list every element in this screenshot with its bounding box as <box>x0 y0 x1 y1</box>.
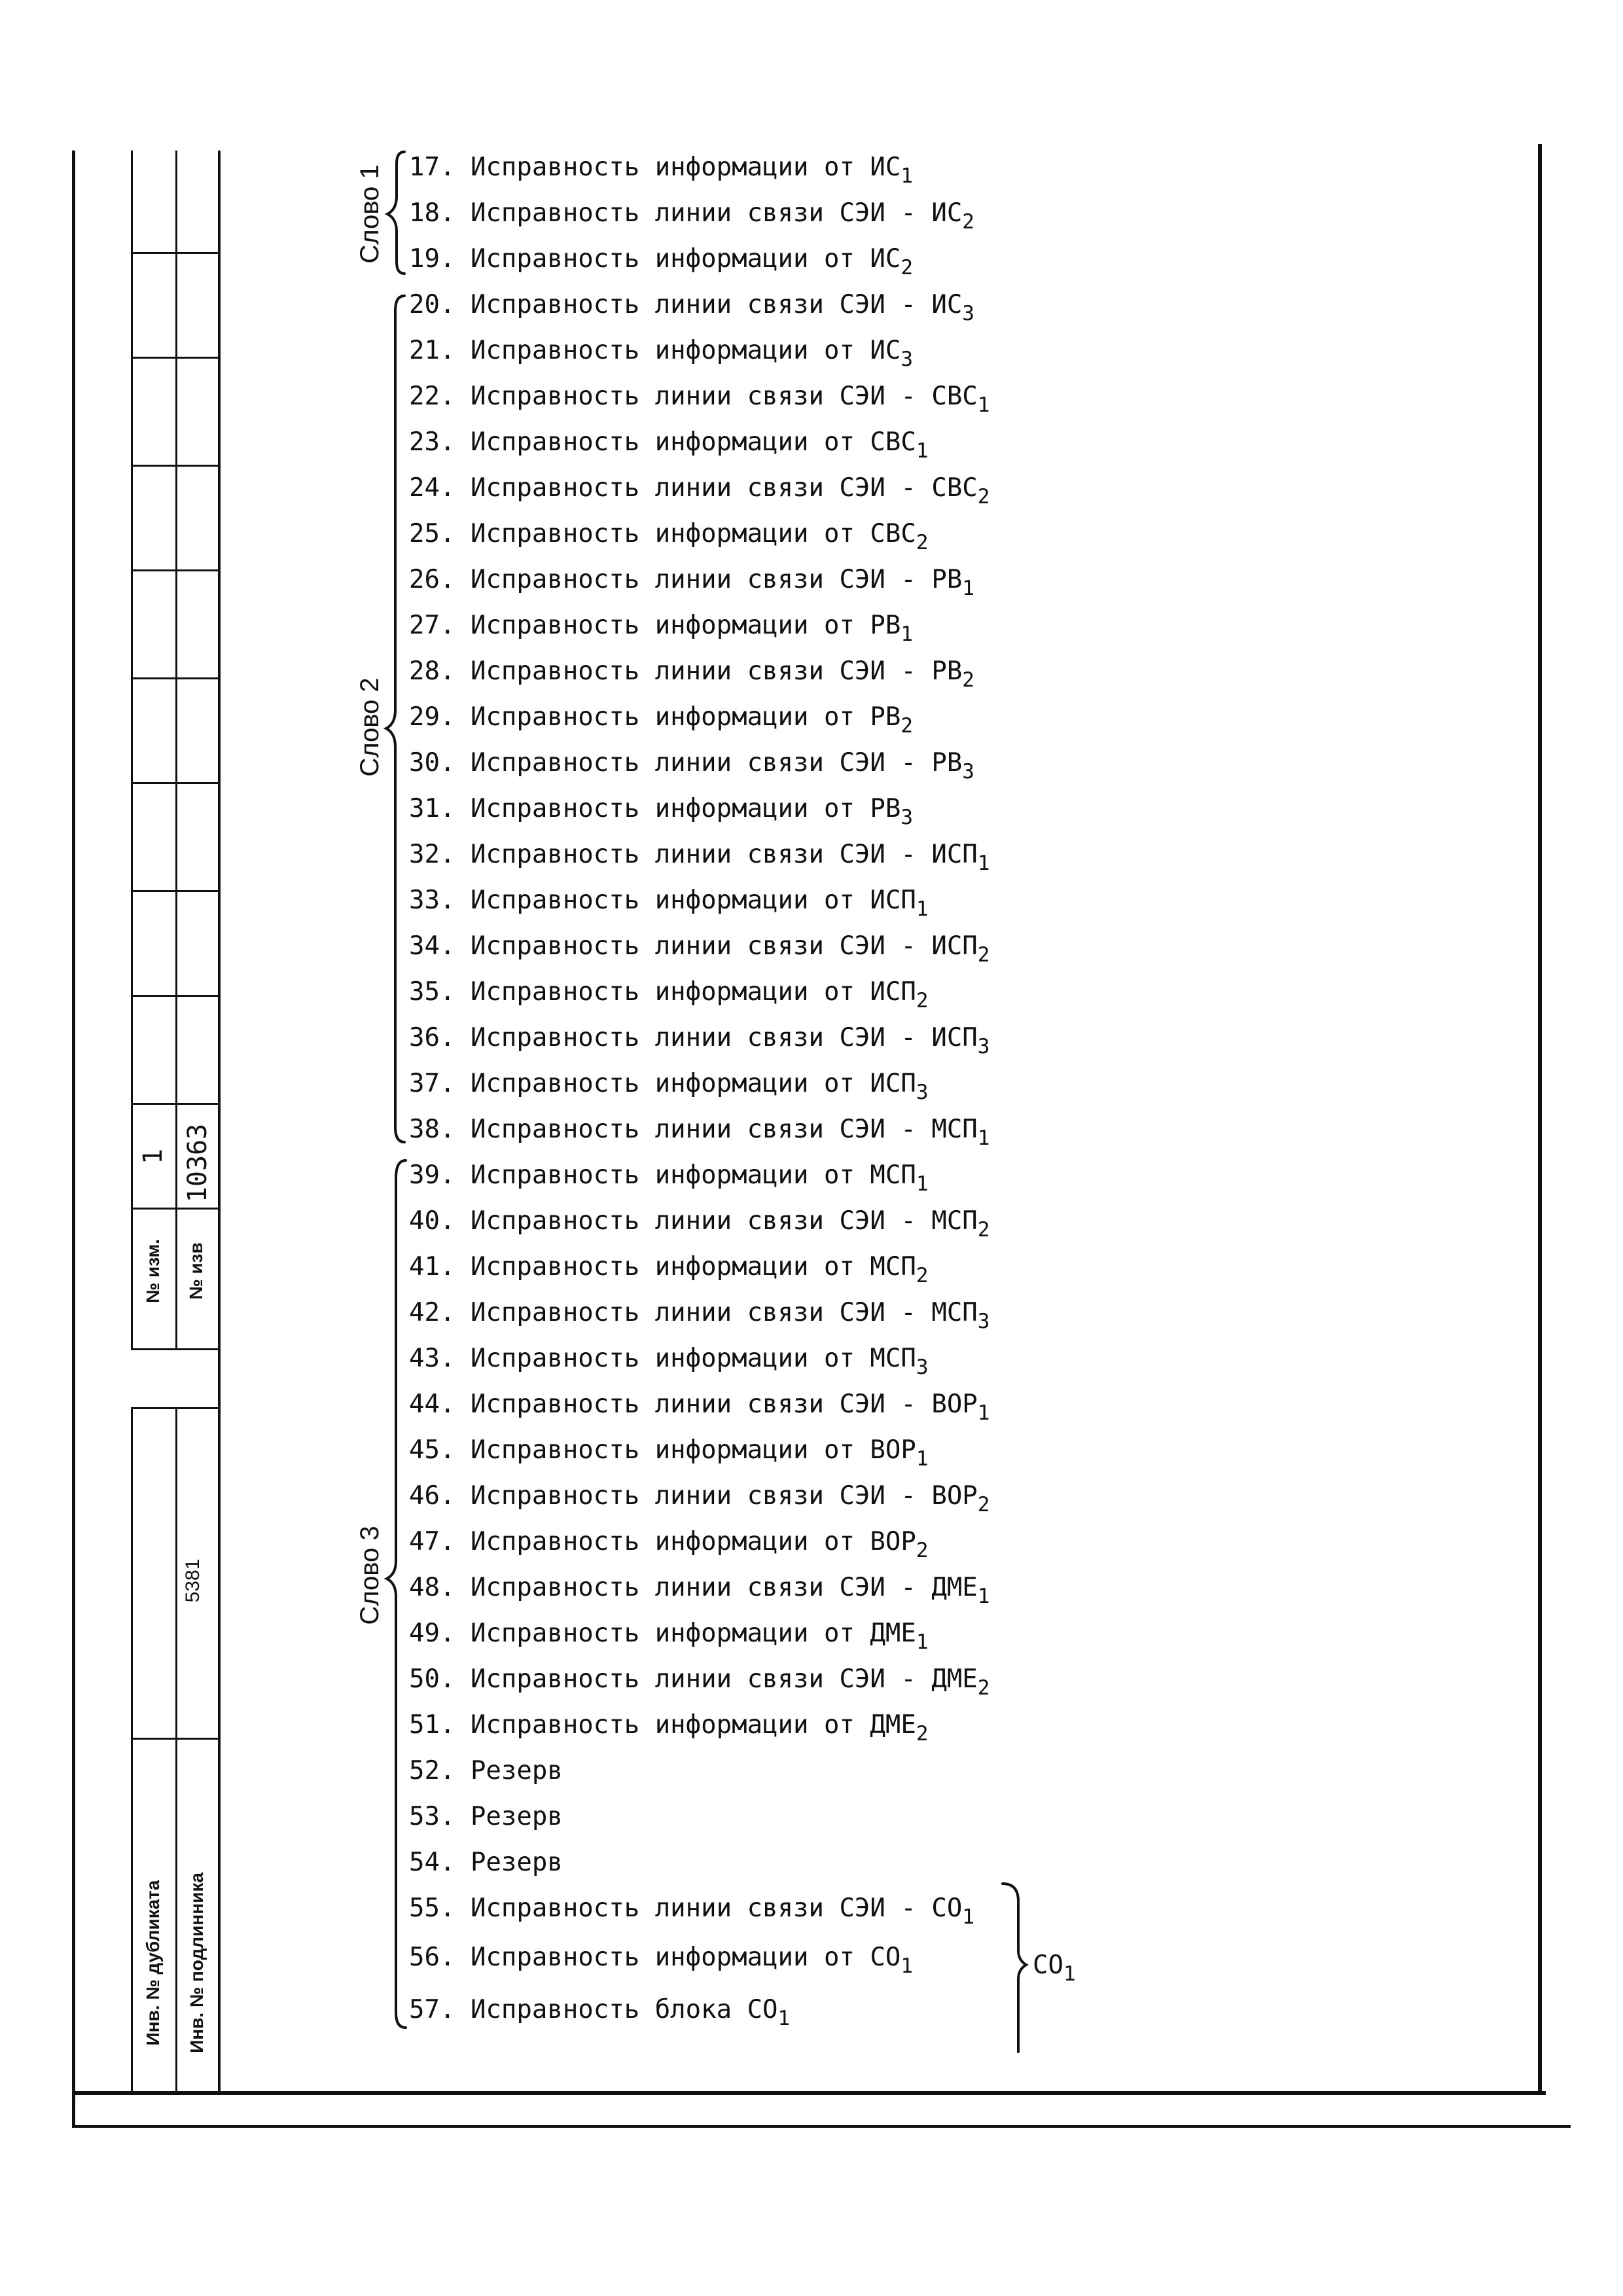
list-item: 32. Исправность линии связи СЭИ - $ИСП_1$ <box>409 840 990 875</box>
so-brace <box>1003 1884 1026 2052</box>
list-item: 19. Исправность информации от $ИС_2$ <box>409 244 914 279</box>
dup-label: Инв. № дубликата <box>143 1880 163 2046</box>
orig-value: 5381 <box>182 1558 204 1603</box>
list-item: 34. Исправность линии связи СЭИ - $ИСП_2$ <box>409 931 990 967</box>
list-item: 24. Исправность линии связи СЭИ - $СВС_2$ <box>409 473 990 509</box>
so-group-label: $СО_1$ <box>1033 1950 1076 1986</box>
word-2-label: Слово 2 <box>355 677 384 777</box>
list-item: 56. Исправность информации от $СО_1$ <box>409 1943 914 1978</box>
list-item: 27. Исправность информации от $РВ_1$ <box>409 611 914 646</box>
list-item: 33. Исправность информации от $ИСП_1$ <box>409 886 929 921</box>
list-item: 55. Исправность линии связи СЭИ - $СО_1$ <box>409 1893 974 1929</box>
word-3-label: Слово 3 <box>355 1526 384 1625</box>
list-item: 40. Исправность линии связи СЭИ - $МСП_2$ <box>409 1206 990 1242</box>
list-item: 52. Резерв <box>409 1756 563 1785</box>
izv-label: № изв <box>186 1242 206 1300</box>
list-item: 26. Исправность линии связи СЭИ - $РВ_1$ <box>409 565 974 600</box>
list-item: 54. Резерв <box>409 1848 563 1877</box>
list-item: 57. Исправность блока $СО_1$ <box>409 1995 791 2030</box>
list-item: 47. Исправность информации от $ВОР_2$ <box>409 1527 929 1562</box>
list-item: 21. Исправность информации от $ИС_3$ <box>409 336 914 371</box>
list-item: 42. Исправность линии связи СЭИ - $МСП_3$ <box>409 1298 990 1333</box>
list-item: 22. Исправность линии связи СЭИ - $СВС_1$ <box>409 382 990 417</box>
word-2-brace <box>386 296 404 1142</box>
list-item: 53. Резерв <box>409 1802 563 1831</box>
word-3-brace <box>387 1160 406 2028</box>
list-item: 44. Исправность линии связи СЭИ - $ВОР_1$ <box>409 1390 990 1425</box>
list-item: 38. Исправность линии связи СЭИ - $МСП_1$ <box>409 1115 990 1150</box>
list-item: 48. Исправность линии связи СЭИ - $ДМЕ_1$ <box>409 1573 990 1608</box>
list-item: 39. Исправность информации от $МСП_1$ <box>409 1160 929 1196</box>
list-item: 46. Исправность линии связи СЭИ - $ВОР_2$ <box>409 1481 990 1516</box>
list-item: 41. Исправность информации от $МСП_2$ <box>409 1252 929 1287</box>
list-item: 29. Исправность информации от $РВ_2$ <box>409 702 914 738</box>
list-item: 45. Исправность информации от $ВОР_1$ <box>409 1435 929 1471</box>
list-item: 37. Исправность информации от $ИСП_3$ <box>409 1069 929 1104</box>
list-item: 51. Исправность информации от $ДМЕ_2$ <box>409 1710 929 1746</box>
list-item: 30. Исправность линии связи СЭИ - $РВ_3$ <box>409 748 974 783</box>
list-item: 49. Исправность информации от $ДМЕ_1$ <box>409 1619 929 1654</box>
list-item: 35. Исправность информации от $ИСП_2$ <box>409 977 929 1013</box>
list-item: 50. Исправность линии связи СЭИ - $ДМЕ_2$ <box>409 1664 990 1700</box>
izm-value: 1 <box>138 1148 168 1165</box>
izm-label: № изм. <box>143 1239 163 1303</box>
izv-value: 10363 <box>183 1123 213 1203</box>
list-item: 18. Исправность линии связи СЭИ - $ИС_2$ <box>409 198 974 234</box>
list-item: 25. Исправность информации от $СВС_2$ <box>409 519 929 554</box>
word-1-label: Слово 1 <box>355 164 384 264</box>
word-1-brace <box>387 152 404 274</box>
list-item: 43. Исправность информации от $МСП_3$ <box>409 1344 929 1379</box>
list-item: 23. Исправность информации от $СВС_1$ <box>409 427 929 463</box>
orig-label: Инв. № подлинника <box>187 1873 207 2053</box>
list-item: 28. Исправность линии связи СЭИ - $РВ_2$ <box>409 656 974 692</box>
list-item: 20. Исправность линии связи СЭИ - $ИС_3$ <box>409 290 974 325</box>
list-item: 31. Исправность информации от $РВ_3$ <box>409 794 914 829</box>
list-item: 17. Исправность информации от $ИС_1$ <box>409 152 914 188</box>
list-item: 36. Исправность линии связи СЭИ - $ИСП_3$ <box>409 1023 990 1058</box>
